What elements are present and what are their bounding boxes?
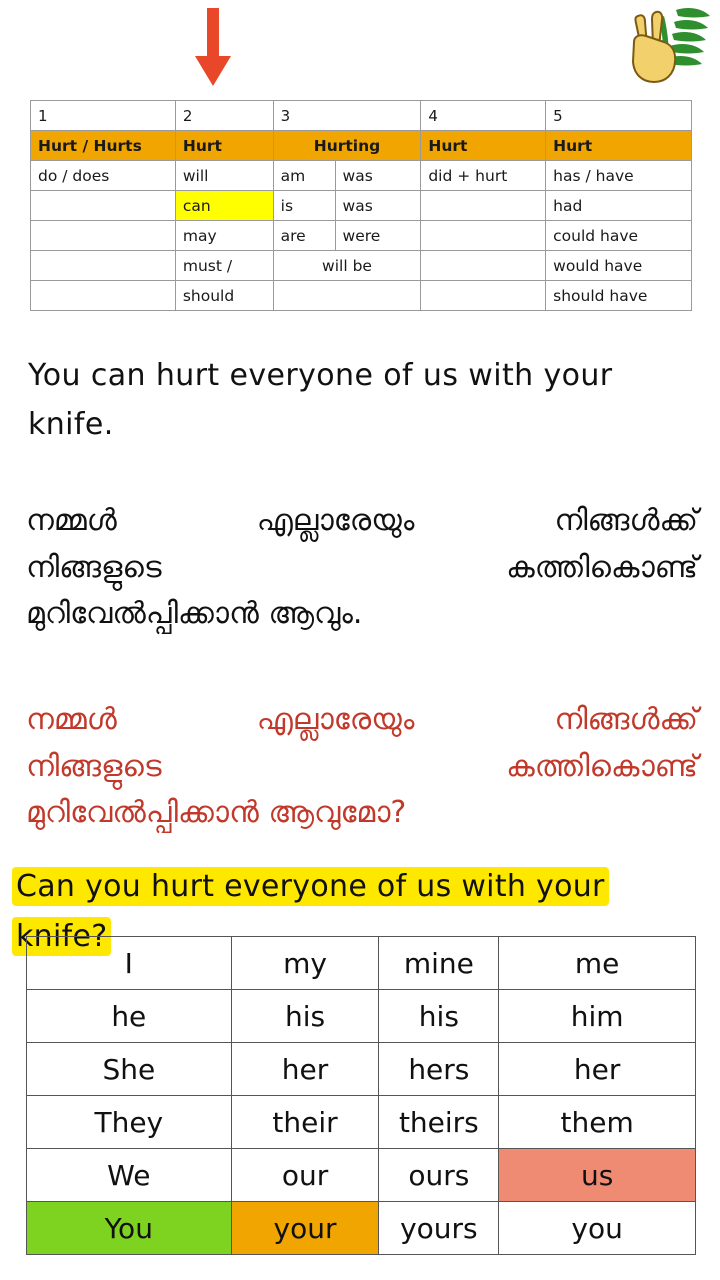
table-row bbox=[31, 131, 692, 161]
cell-r4c3: will be bbox=[273, 251, 421, 281]
col-number-2: 2 bbox=[175, 101, 273, 131]
pronoun-r1c4: me bbox=[499, 937, 696, 990]
cell-r4c1 bbox=[31, 251, 176, 281]
table-row bbox=[31, 281, 692, 311]
pronoun-r4c1: They bbox=[27, 1096, 232, 1149]
pronoun-r3c4: her bbox=[499, 1043, 696, 1096]
pronoun-r3c2: her bbox=[231, 1043, 379, 1096]
cell-r5c1 bbox=[31, 281, 176, 311]
mal-red-w2: എല്ലാരേയും bbox=[256, 702, 415, 737]
english-statement: You can hurt everyone of us with your knife. bbox=[28, 358, 613, 442]
pronoun-r3c1: She bbox=[27, 1043, 232, 1096]
pronoun-r1c1: I bbox=[27, 937, 232, 990]
cell-r1c3b: was bbox=[335, 161, 421, 191]
pronoun-r6c4: you bbox=[499, 1202, 696, 1255]
col-number-4: 4 bbox=[421, 101, 546, 131]
cell-r1c1: do / does bbox=[31, 161, 176, 191]
pronoun-r5c1: We bbox=[27, 1149, 232, 1202]
cell-r2c3b: was bbox=[335, 191, 421, 221]
cell-r5c4 bbox=[421, 281, 546, 311]
pronoun-r2c3: his bbox=[379, 990, 499, 1043]
col-number-1: 1 bbox=[31, 101, 176, 131]
cell-r1c4: did + hurt bbox=[421, 161, 546, 191]
mal-black-w2: എല്ലാരേയും bbox=[256, 503, 415, 538]
table-row bbox=[27, 1202, 696, 1255]
pronoun-r5c4-highlighted: us bbox=[499, 1149, 696, 1202]
table-row bbox=[31, 221, 692, 251]
mal-black-w1: നമ്മൾ bbox=[26, 503, 117, 538]
cell-r2c3a: is bbox=[273, 191, 335, 221]
table-row bbox=[31, 251, 692, 281]
table-row bbox=[27, 1096, 696, 1149]
pronoun-r1c2: my bbox=[231, 937, 379, 990]
mal-red-w1: നമ്മൾ bbox=[26, 702, 117, 737]
malayalam-question-line-2 bbox=[26, 744, 698, 791]
cell-r5c3 bbox=[273, 281, 421, 311]
table-row bbox=[27, 1149, 696, 1202]
mal-red-w4: നിങ്ങളുടെ bbox=[26, 748, 162, 784]
table-row bbox=[31, 101, 692, 131]
malayalam-statement-line-2 bbox=[26, 545, 698, 592]
pronoun-r2c2: his bbox=[231, 990, 379, 1043]
cell-r1c2: will bbox=[175, 161, 273, 191]
table-row bbox=[27, 937, 696, 990]
verb-header-3: Hurting bbox=[273, 131, 421, 161]
pronoun-r2c4: him bbox=[499, 990, 696, 1043]
cell-r3c4 bbox=[421, 221, 546, 251]
mal-black-w4: നിങ്ങളുടെ bbox=[26, 549, 162, 585]
cell-r2c1 bbox=[31, 191, 176, 221]
mal-red-w5: കത്തികൊണ്ട് bbox=[506, 748, 698, 784]
cell-r2c4 bbox=[421, 191, 546, 221]
table-row bbox=[31, 191, 692, 221]
pronoun-r4c4: them bbox=[499, 1096, 696, 1149]
pronoun-r1c3: mine bbox=[379, 937, 499, 990]
malayalam-statement bbox=[26, 498, 698, 638]
cell-r5c5: should have bbox=[546, 281, 692, 311]
cell-r3c3b: were bbox=[335, 221, 421, 251]
verb-forms-table bbox=[30, 100, 692, 311]
cell-r2c2-highlighted: can bbox=[175, 191, 273, 221]
malayalam-statement-line-3: മുറിവേൽപ്പിക്കാൻ ആവും. bbox=[26, 596, 363, 631]
malayalam-question-line-3: മുറിവേൽപ്പിക്കാൻ ആവുമോ? bbox=[26, 795, 407, 830]
pronoun-table bbox=[26, 936, 696, 1255]
malayalam-question-line-1 bbox=[26, 697, 698, 744]
verb-header-4: Hurt bbox=[421, 131, 546, 161]
col-number-3: 3 bbox=[273, 101, 421, 131]
pronoun-r3c3: hers bbox=[379, 1043, 499, 1096]
cell-r1c3a: am bbox=[273, 161, 335, 191]
pronoun-r6c1-highlighted: You bbox=[27, 1202, 232, 1255]
verb-header-1: Hurt / Hurts bbox=[31, 131, 176, 161]
verb-header-5: Hurt bbox=[546, 131, 692, 161]
malayalam-question bbox=[26, 697, 698, 837]
cell-r2c5: had bbox=[546, 191, 692, 221]
table-row bbox=[31, 161, 692, 191]
pronoun-r5c2: our bbox=[231, 1149, 379, 1202]
pronoun-r4c3: theirs bbox=[379, 1096, 499, 1149]
cell-r3c1 bbox=[31, 221, 176, 251]
pronoun-r5c3: ours bbox=[379, 1149, 499, 1202]
cell-r5c2: should bbox=[175, 281, 273, 311]
cell-r4c5: would have bbox=[546, 251, 692, 281]
pronoun-r6c3: yours bbox=[379, 1202, 499, 1255]
cell-r4c4 bbox=[421, 251, 546, 281]
mal-black-w5: കത്തികൊണ്ട് bbox=[506, 549, 698, 585]
english-question-text: Can you hurt everyone of us with your knife? bbox=[12, 867, 609, 956]
cell-r3c5: could have bbox=[546, 221, 692, 251]
pronoun-r4c2: their bbox=[231, 1096, 379, 1149]
victory-hand-icon bbox=[614, 2, 714, 88]
verb-header-2: Hurt bbox=[175, 131, 273, 161]
cell-r3c3a: are bbox=[273, 221, 335, 251]
table-row bbox=[27, 990, 696, 1043]
col-number-5: 5 bbox=[546, 101, 692, 131]
pronoun-r6c2-highlighted: your bbox=[231, 1202, 379, 1255]
mal-black-w3: നിങ്ങൾക്ക് bbox=[554, 503, 698, 538]
down-arrow-icon bbox=[185, 8, 241, 86]
malayalam-statement-line-1 bbox=[26, 498, 698, 545]
table-row bbox=[27, 1043, 696, 1096]
cell-r4c2: must / bbox=[175, 251, 273, 281]
pronoun-r2c1: he bbox=[27, 990, 232, 1043]
mal-red-w3: നിങ്ങൾക്ക് bbox=[554, 702, 698, 737]
cell-r3c2: may bbox=[175, 221, 273, 251]
cell-r1c5: has / have bbox=[546, 161, 692, 191]
